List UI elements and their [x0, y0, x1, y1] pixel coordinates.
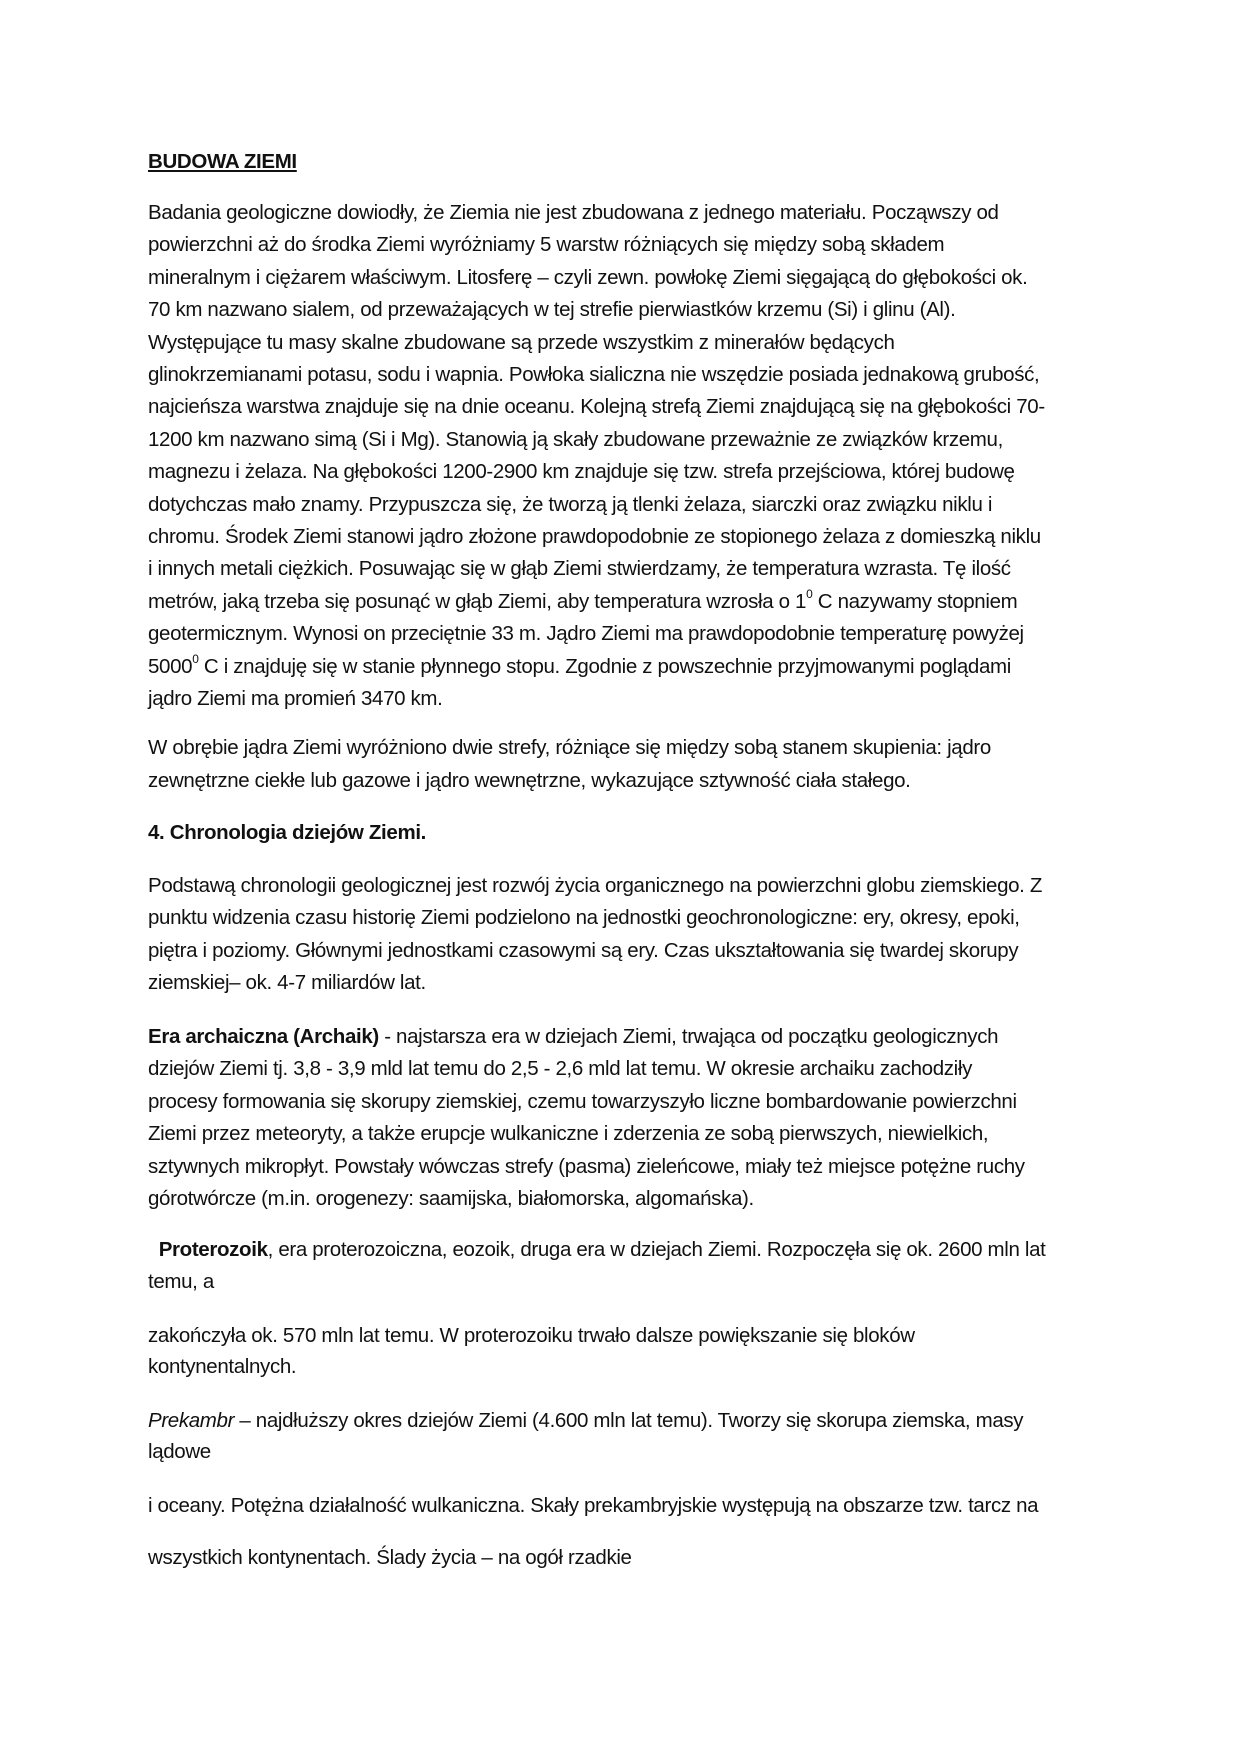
text-segment: punktu widzenia czasu historię Ziemi podzielono na jednostki geochronologiczne: ery, okresy, epoki,	[148, 906, 1020, 929]
text-line	[148, 935, 1018, 967]
text-line	[148, 1405, 1023, 1437]
text-segment: i oceany. Potężna działalność wulkaniczna. Skały prekambryjskie występują na obszarze tzw. tarcz na	[148, 1494, 1039, 1517]
text-line	[148, 327, 895, 359]
text-segment: – najdłuższy okres dziejów Ziemi (4.600 mln lat temu). Tworzy się skorupa ziemska, masy	[234, 1409, 1024, 1432]
text-segment: dotychczas mało znamy. Przypuszcza się, że tworzą ją tlenki żelaza, siarczki oraz związku niklu i	[148, 493, 993, 516]
text-line	[148, 489, 992, 521]
text-line	[148, 1320, 915, 1352]
text-line	[148, 294, 955, 326]
text-line	[148, 1234, 1046, 1266]
text-segment: najcieńsza warstwa znajduje się na dnie oceanu. Kolejną strefą Ziemi znajdującą się na głębokości 70-	[148, 395, 1045, 418]
text-line	[148, 586, 1017, 618]
bold-text: 4. Chronologia dziejów Ziemi.	[148, 821, 427, 844]
text-segment: 1200 km nazwano simą (Si i Mg). Stanowią ją skały zbudowane przeważnie ze związków krzemu,	[148, 428, 1003, 451]
bold-text: BUDOWA ZIEMI	[148, 150, 297, 173]
text-segment: wszystkich kontynentach. Ślady życia – na ogół rzadkie	[148, 1546, 632, 1569]
text-line	[148, 1490, 1038, 1522]
text-line	[148, 1053, 972, 1085]
text-segment	[148, 1238, 159, 1261]
superscript: 0	[192, 652, 199, 667]
text-line	[148, 229, 944, 261]
text-line	[148, 1266, 214, 1298]
text-segment: C i znajduję się w stanie płynnego stopu. Zgodnie z powszechnie przyjmowanymi poglądami	[198, 655, 1011, 678]
text-line	[148, 197, 999, 229]
text-line	[148, 683, 443, 715]
text-line	[148, 1021, 998, 1053]
text-segment: powierzchni aż do środka Ziemi wyróżniamy 5 warstw różniących się między sobą składem	[148, 233, 945, 256]
text-segment: Podstawą chronologii geologicznej jest rozwój życia organicznego na powierzchni globu ziemskiego. Z	[148, 874, 1043, 897]
text-line	[148, 456, 1015, 488]
text-line	[148, 870, 1042, 902]
text-line	[148, 391, 1045, 423]
text-line	[148, 902, 1020, 934]
superscript: 0	[806, 587, 813, 602]
bold-text: Era archaiczna (Archaik)	[148, 1025, 379, 1048]
text-segment: W obrębie jądra Ziemi wyróżniono dwie strefy, różniące się między sobą stanem skupienia: jądro	[148, 736, 991, 759]
text-segment: Występujące tu masy skalne zbudowane są przede wszystkim z minerałów będących	[148, 331, 895, 354]
text-segment: , era proterozoiczna, eozoik, druga era w dziejach Ziemi. Rozpoczęła się ok. 2600 mln lat	[267, 1238, 1046, 1261]
text-segment: Badania geologiczne dowiodły, że Ziemia nie jest zbudowana z jednego materiału. Począwszy od	[148, 201, 999, 224]
text-segment: ziemskiej– ok. 4-7 miliardów lat.	[148, 971, 426, 994]
text-segment: mineralnym i ciężarem właściwym. Litosferę – czyli zewn. powłokę Ziemi sięgającą do głębokości ok.	[148, 266, 1028, 289]
text-segment: C nazywamy stopniem	[812, 590, 1018, 613]
text-line	[148, 553, 1011, 585]
text-segment: dziejów Ziemi tj. 3,8 - 3,9 mld lat temu do 2,5 - 2,6 mld lat temu. W okresie archaiku zachodziły	[148, 1057, 972, 1080]
text-segment: 5000	[148, 655, 193, 678]
text-line	[148, 618, 1024, 650]
text-line	[148, 1351, 296, 1383]
text-segment: jądro Ziemi ma promień 3470 km.	[148, 687, 443, 710]
document-title	[148, 146, 297, 178]
text-segment: sztywnych mikropłyt. Powstały wówczas strefy (pasma) zieleńcowe, miały też miejsce potężne ruchy	[148, 1155, 1025, 1178]
text-line	[148, 1183, 754, 1215]
text-line	[148, 521, 1041, 553]
text-segment: lądowe	[148, 1440, 211, 1463]
text-line	[148, 1542, 632, 1574]
text-line	[148, 817, 426, 849]
text-segment: - najstarsza era w dziejach Ziemi, trwająca od początku geologicznych	[378, 1025, 999, 1048]
text-line	[148, 424, 1003, 456]
text-segment: górotwórcze (m.in. orogenezy: saamijska, białomorska, algomańska).	[148, 1187, 754, 1210]
text-line	[148, 1436, 211, 1468]
text-segment: glinokrzemianami potasu, sodu i wapnia. Powłoka sialiczna nie wszędzie posiada jednakową grubość,	[148, 363, 1040, 386]
text-line	[148, 1151, 1025, 1183]
italic-text: Prekambr	[148, 1409, 235, 1432]
text-segment: kontynentalnych.	[148, 1355, 297, 1378]
bold-text: Proterozoik	[158, 1238, 268, 1261]
text-segment: procesy formowania się skorupy ziemskiej, czemu towarzyszyło liczne bombardowanie powierzchni	[148, 1090, 1017, 1113]
text-segment: temu, a	[148, 1270, 214, 1293]
text-line	[148, 1118, 988, 1150]
text-segment: chromu. Środek Ziemi stanowi jądro złożone prawdopodobnie ze stopionego żelaza z domieszką niklu	[148, 525, 1041, 548]
text-segment: metrów, jaką trzeba się posunąć w głąb Ziemi, aby temperatura wzrosła o 1	[148, 590, 807, 613]
text-segment: zewnętrzne ciekłe lub gazowe i jądro wewnętrzne, wykazujące sztywność ciała stałego.	[148, 769, 911, 792]
text-segment: i innych metali ciężkich. Posuwając się w głąb Ziemi stwierdzamy, że temperatura wzrasta. Tę ilość	[148, 557, 1011, 580]
text-line	[148, 651, 1011, 683]
text-line	[148, 967, 426, 999]
text-segment: 70 km nazwano sialem, od przeważających w tej strefie pierwiastków krzemu (Si) i glinu (Al).	[148, 298, 956, 321]
text-line	[148, 1086, 1017, 1118]
text-segment: Ziemi przez meteoryty, a także erupcje wulkaniczne i zderzenia ze sobą pierwszych, niewielkich,	[148, 1122, 989, 1145]
text-line	[148, 732, 991, 764]
text-segment: piętra i poziomy. Głównymi jednostkami czasowymi są ery. Czas ukształtowania się twardej skorupy	[148, 939, 1019, 962]
text-segment: geotermicznym. Wynosi on przeciętnie 33 m. Jądro Ziemi ma prawdopodobnie temperaturę powyżej	[148, 622, 1024, 645]
text-line	[148, 262, 1027, 294]
text-line	[148, 765, 911, 797]
text-line	[148, 359, 1039, 391]
text-segment: magnezu i żelaza. Na głębokości 1200-2900 km znajduje się tzw. strefa przejściowa, której budowę	[148, 460, 1015, 483]
text-segment: zakończyła ok. 570 mln lat temu. W proterozoiku trwało dalsze powiększanie się bloków	[148, 1324, 915, 1347]
